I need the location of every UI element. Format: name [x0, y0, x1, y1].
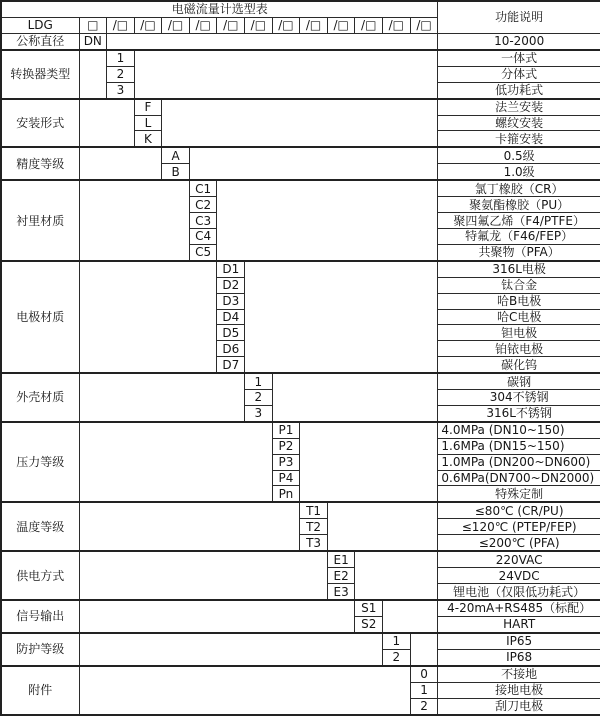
electrode-material-desc: 碳化钨	[438, 357, 600, 373]
empty-cell	[79, 373, 245, 422]
converter-type-desc: 一体式	[438, 50, 600, 66]
model-code-slot: /□	[327, 17, 355, 33]
lining-material-code: C4	[189, 229, 217, 245]
model-code-slot: /□	[245, 17, 273, 33]
installation-form-desc: 螺纹安装	[438, 115, 600, 131]
group-label-signal-output: 信号输出	[1, 600, 79, 633]
protection-rating-desc: IP68	[438, 649, 600, 665]
signal-output-code: S2	[355, 616, 383, 632]
lining-material-desc: 氯丁橡胶（CR）	[438, 180, 600, 196]
group-label-lining-material: 衬里材质	[1, 180, 79, 261]
accuracy-class-code: A	[162, 147, 190, 163]
empty-cell	[79, 666, 410, 715]
pressure-rating-code: P1	[272, 422, 300, 438]
empty-cell	[383, 600, 438, 633]
lining-material-code: C2	[189, 197, 217, 213]
empty-cell	[79, 180, 189, 261]
lining-material-desc: 特氟龙（F46/FEP）	[438, 229, 600, 245]
power-supply-desc: 锂电池（仅限低功耗式）	[438, 584, 600, 600]
pressure-rating-desc: 特殊定制	[438, 486, 600, 502]
temperature-rating-code: T3	[300, 535, 328, 551]
group-label-accessories: 附件	[1, 666, 79, 715]
empty-cell	[79, 600, 355, 633]
empty-cell	[410, 633, 438, 666]
power-supply-code: E2	[327, 568, 355, 584]
accessories-desc: 接地电极	[438, 682, 600, 698]
model-code-slot: /□	[272, 17, 300, 33]
empty-cell	[300, 422, 438, 503]
signal-output-code: S1	[355, 600, 383, 616]
protection-rating-code: 2	[383, 649, 411, 665]
empty-cell	[79, 261, 217, 373]
converter-type-code: 3	[107, 82, 135, 98]
empty-cell	[355, 551, 438, 600]
electrode-material-desc: 哈C电极	[438, 309, 600, 325]
empty-cell	[79, 551, 327, 600]
empty-cell	[107, 33, 438, 49]
pressure-rating-code: P4	[272, 470, 300, 486]
protection-rating-code: 1	[383, 633, 411, 649]
pressure-rating-desc: 4.0MPa (DN10~150)	[438, 422, 600, 438]
group-label-nominal-diameter: 公称直径	[1, 33, 79, 49]
converter-type-desc: 分体式	[438, 66, 600, 82]
electrode-material-code: D5	[217, 325, 245, 341]
group-label-housing-material: 外壳材质	[1, 373, 79, 422]
converter-type-code: 1	[107, 50, 135, 66]
group-label-electrode-material: 电极材质	[1, 261, 79, 373]
lining-material-desc: 聚氨酯橡胶（PU）	[438, 197, 600, 213]
electrode-material-desc: 316L电极	[438, 261, 600, 277]
temperature-rating-code: T1	[300, 502, 328, 518]
model-code-slot: /□	[355, 17, 383, 33]
electrode-material-desc: 铂铱电极	[438, 341, 600, 357]
electrode-material-code: D3	[217, 293, 245, 309]
model-code-slot: /□	[107, 17, 135, 33]
pressure-rating-code: P3	[272, 454, 300, 470]
group-label-pressure-rating: 压力等级	[1, 422, 79, 503]
temperature-rating-desc: ≤80℃ (CR/PU)	[438, 502, 600, 518]
power-supply-desc: 220VAC	[438, 551, 600, 567]
installation-form-code: F	[134, 99, 162, 115]
lining-material-code: C3	[189, 213, 217, 229]
accessories-desc: 不接地	[438, 666, 600, 682]
pressure-rating-desc: 0.6MPa(DN700~DN2000)	[438, 470, 600, 486]
model-code-slot: /□	[383, 17, 411, 33]
function-description-header: 功能说明	[438, 1, 600, 33]
installation-form-code: K	[134, 131, 162, 147]
empty-cell	[272, 373, 438, 422]
lining-material-code: C1	[189, 180, 217, 196]
installation-form-code: L	[134, 115, 162, 131]
model-code-slot: /□	[134, 17, 162, 33]
pressure-rating-code: Pn	[272, 486, 300, 502]
accessories-code: 0	[410, 666, 438, 682]
installation-form-desc: 卡箍安装	[438, 131, 600, 147]
empty-cell	[79, 502, 300, 551]
empty-cell	[79, 422, 272, 503]
lining-material-desc: 聚四氟乙烯（F4/PTFE）	[438, 213, 600, 229]
empty-cell	[134, 50, 438, 99]
accessories-code: 2	[410, 698, 438, 715]
housing-material-code: 1	[245, 373, 273, 389]
electrode-material-code: D2	[217, 277, 245, 293]
converter-type-desc: 低功耗式	[438, 82, 600, 98]
installation-form-desc: 法兰安装	[438, 99, 600, 115]
accuracy-class-desc: 1.0级	[438, 164, 600, 180]
housing-material-code: 3	[245, 405, 273, 421]
electrode-material-code: D1	[217, 261, 245, 277]
nominal-diameter-code: DN	[79, 33, 107, 49]
empty-cell	[189, 147, 438, 180]
electrode-material-desc: 钛合金	[438, 277, 600, 293]
accessories-code: 1	[410, 682, 438, 698]
housing-material-desc: 碳钢	[438, 373, 600, 389]
empty-cell	[79, 99, 134, 148]
housing-material-desc: 316L不锈钢	[438, 405, 600, 421]
empty-cell	[79, 50, 107, 99]
empty-cell	[79, 147, 162, 180]
lining-material-desc: 共聚物（PFA）	[438, 244, 600, 260]
empty-cell	[245, 261, 438, 373]
model-code-slot: /□	[300, 17, 328, 33]
temperature-rating-desc: ≤200℃ (PFA)	[438, 535, 600, 551]
converter-type-code: 2	[107, 66, 135, 82]
model-prefix-label: LDG	[1, 17, 79, 33]
temperature-rating-desc: ≤120℃ (PTEP/FEP)	[438, 519, 600, 535]
housing-material-code: 2	[245, 390, 273, 406]
signal-output-desc: 4-20mA+RS485（标配）	[438, 600, 600, 616]
electrode-material-code: D6	[217, 341, 245, 357]
power-supply-desc: 24VDC	[438, 568, 600, 584]
model-code-box: □	[79, 17, 107, 33]
table-title: 电磁流量计选型表	[1, 1, 438, 17]
pressure-rating-code: P2	[272, 438, 300, 454]
protection-rating-desc: IP65	[438, 633, 600, 649]
electrode-material-desc: 钽电极	[438, 325, 600, 341]
empty-cell	[162, 99, 438, 148]
accuracy-class-code: B	[162, 164, 190, 180]
temperature-rating-code: T2	[300, 519, 328, 535]
group-label-converter-type: 转换器类型	[1, 50, 79, 99]
pressure-rating-desc: 1.0MPa (DN200~DN600)	[438, 454, 600, 470]
electrode-material-desc: 哈B电极	[438, 293, 600, 309]
model-code-slot: /□	[189, 17, 217, 33]
model-code-slot: /□	[217, 17, 245, 33]
power-supply-code: E1	[327, 551, 355, 567]
nominal-diameter-desc: 10-2000	[438, 33, 600, 49]
lining-material-code: C5	[189, 244, 217, 260]
model-code-slot: /□	[410, 17, 438, 33]
power-supply-code: E3	[327, 584, 355, 600]
model-code-slot: /□	[162, 17, 190, 33]
group-label-temperature-rating: 温度等级	[1, 502, 79, 551]
group-label-accuracy-class: 精度等级	[1, 147, 79, 180]
electrode-material-code: D4	[217, 309, 245, 325]
group-label-protection-rating: 防护等级	[1, 633, 79, 666]
group-label-installation-form: 安装形式	[1, 99, 79, 148]
empty-cell	[327, 502, 438, 551]
housing-material-desc: 304不锈钢	[438, 390, 600, 406]
empty-cell	[217, 180, 438, 261]
accessories-desc: 刮刀电极	[438, 698, 600, 715]
group-label-power-supply: 供电方式	[1, 551, 79, 600]
signal-output-desc: HART	[438, 616, 600, 632]
pressure-rating-desc: 1.6MPa (DN15~150)	[438, 438, 600, 454]
accuracy-class-desc: 0.5级	[438, 147, 600, 163]
electrode-material-code: D7	[217, 357, 245, 373]
empty-cell	[79, 633, 383, 666]
